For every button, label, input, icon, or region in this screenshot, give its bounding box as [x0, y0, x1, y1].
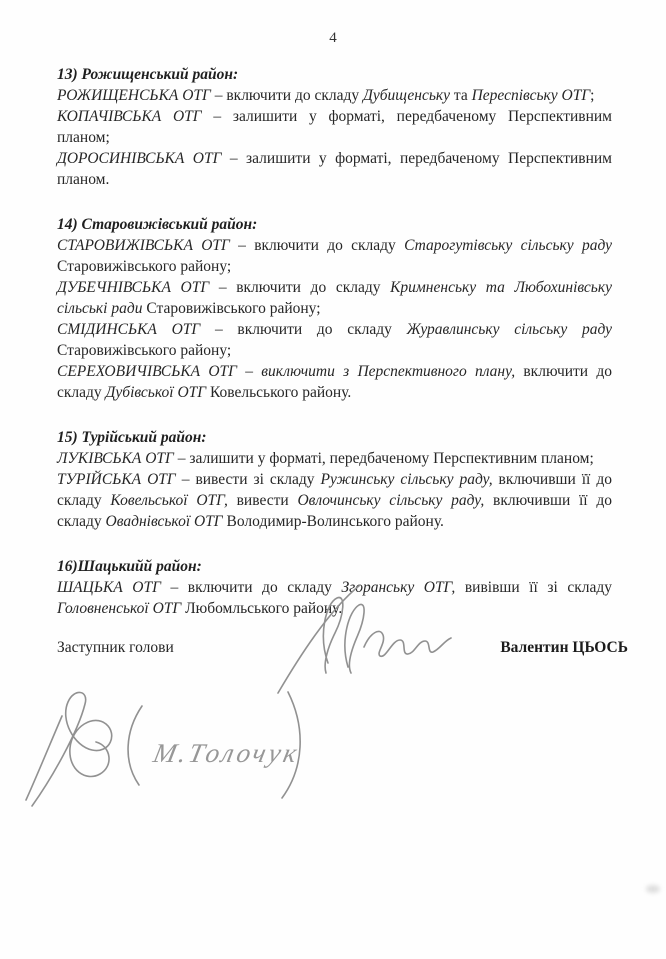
paragraph: [57, 106, 612, 148]
emphasized-text: СТАРОВИЖІВСЬКА ОТГ: [57, 237, 230, 254]
district-section: [57, 214, 612, 403]
text-run: – включити до складу: [200, 321, 407, 338]
section-heading: 14) Старовижівський район:: [57, 216, 258, 233]
emphasized-text: Головненської ОТГ: [57, 600, 182, 617]
text-run: –: [237, 363, 262, 380]
emphasized-text: Старогутівську сільську раду: [404, 237, 612, 254]
emphasized-text: КОПАЧІВСЬКА ОТГ: [57, 108, 202, 125]
text-run: Любомльського району.: [181, 600, 343, 617]
text-run: Ковельського району.: [206, 384, 352, 401]
paragraph: [57, 319, 612, 361]
text-run: вивівши її зі складу: [455, 579, 612, 596]
emphasized-text: ДУБЕЧНІВСЬКА ОТГ: [57, 279, 210, 296]
emphasized-text: ДОРОСИНІВСЬКА ОТГ: [57, 150, 222, 167]
paragraph: [57, 277, 612, 319]
text-run: – залишити у форматі, передбаченому Перспективним планом;: [173, 450, 594, 467]
text-run: – включити до складу: [229, 237, 405, 254]
emphasized-text: Оваднівської ОТГ: [105, 513, 223, 530]
text-run: – вивести зі складу: [175, 471, 321, 488]
emphasized-text: Дубівської ОТГ: [105, 384, 207, 401]
open-paren-stroke: [128, 706, 142, 785]
text-run: – залишити у форматі, передбаченому Перспективним планом.: [57, 150, 612, 188]
emphasized-text: ЛУКІВСЬКА ОТГ: [57, 450, 174, 467]
emphasized-text: виключити з Перспективного плану,: [261, 363, 516, 380]
emphasized-text: Овлочинську сільську раду,: [297, 492, 485, 509]
handwritten-name: М.Толочук: [150, 738, 303, 768]
section-heading: 16)Шацькийй район:: [57, 558, 202, 575]
section-heading: 13) Рожищенський район:: [57, 66, 239, 83]
text-run: включивши її до складу: [57, 492, 613, 530]
paragraph: [57, 235, 612, 277]
text-run: Володимир-Волинського району.: [222, 513, 444, 530]
signature-stroke: [364, 631, 451, 656]
text-run: включивши її до складу: [57, 471, 612, 509]
page-number: 4: [329, 30, 337, 46]
emphasized-text: ШАЦЬКА ОТГ: [57, 579, 161, 596]
district-section: [57, 64, 612, 190]
signature-secondary: [22, 686, 317, 808]
signature-stroke: [278, 585, 360, 693]
emphasized-text: Журавлинську сільську раду: [406, 321, 612, 338]
text-run: ;: [590, 87, 595, 104]
district-section: [57, 427, 612, 532]
text-run: – включити до складу: [210, 87, 363, 104]
signoff-role: Заступник голови: [57, 639, 174, 656]
signature-stroke: [345, 604, 364, 673]
signature-main: [270, 583, 460, 695]
text-run: Старовижівського району;: [142, 300, 321, 317]
text-run: вивести: [227, 492, 298, 509]
emphasized-text: ТУРІЙСЬКА ОТГ: [57, 471, 176, 488]
text-run: включити до складу: [57, 363, 612, 401]
paragraph: [57, 85, 612, 106]
signature-stroke: [32, 692, 112, 806]
text-run: – включити до складу: [160, 579, 342, 596]
text-run: Старовижівського району;: [57, 342, 232, 359]
paragraph: [57, 361, 612, 403]
text-run: – залишити у форматі, передбаченому Перспективним планом;: [57, 108, 612, 146]
signoff-name: Валентин ЦЬОСЬ: [500, 639, 628, 656]
emphasized-text: Дубищенську: [363, 87, 451, 104]
paragraph: [57, 448, 612, 469]
text-run: – включити до складу: [209, 279, 391, 296]
emphasized-text: СЕРЕХОВИЧІВСЬКА ОТГ: [57, 363, 237, 380]
text-run: та: [450, 87, 472, 104]
signature-stroke: [323, 598, 342, 673]
paragraph: [57, 469, 612, 532]
emphasized-text: Ковельської ОТГ,: [110, 492, 228, 509]
emphasized-text: РОЖИЩЕНСЬКА ОТГ: [57, 87, 211, 104]
emphasized-text: Кримненську та Любохинівську сільські ради: [57, 279, 612, 317]
emphasized-text: Переспівську ОТГ: [471, 87, 591, 104]
section-heading: 15) Турійський район:: [57, 429, 207, 446]
scan-smudge: [646, 885, 660, 893]
emphasized-text: Згоранську ОТГ,: [341, 579, 456, 596]
paragraph: [57, 148, 612, 190]
document-body: [57, 64, 612, 619]
text-run: Старовижівського району;: [57, 258, 232, 275]
emphasized-text: СМІДИНСЬКА ОТГ: [57, 321, 201, 338]
emphasized-text: Ружинську сільську раду,: [320, 471, 493, 488]
